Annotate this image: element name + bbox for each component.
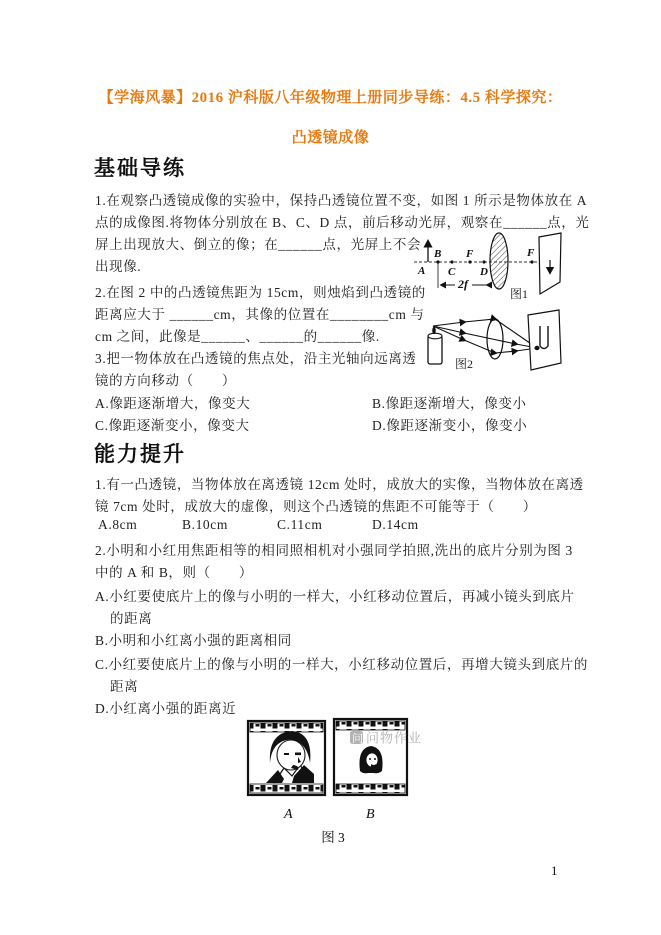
screen bbox=[528, 310, 561, 370]
convex-lens bbox=[490, 233, 508, 289]
figure2-imaging-diagram bbox=[412, 306, 582, 386]
basic-q3-option-a: A.像距逐渐增大，像变大 bbox=[95, 396, 251, 411]
adv-q1-option-b: B.10cm bbox=[182, 517, 228, 532]
sprocket-strip bbox=[336, 784, 405, 793]
adv-q1-line1: 1.有一凸透镜，当物体放在离透镜 12cm 处时，成放大的实像，当物体放在离透 bbox=[95, 477, 584, 492]
doc-title-line2: 凸透镜成像 bbox=[291, 130, 370, 146]
figure1-caption: 图1 bbox=[510, 287, 529, 301]
adv-q2-option-a-line2: 的距离 bbox=[110, 611, 153, 626]
adv-q1-option-c: C.11cm bbox=[277, 517, 323, 532]
figure2-caption: 图2 bbox=[455, 357, 474, 371]
figure3-film-negatives bbox=[240, 716, 425, 846]
film-frame-a bbox=[248, 721, 325, 795]
watermark-text: 问物作业 bbox=[366, 730, 423, 746]
image-flame bbox=[534, 346, 539, 350]
basic-q2-line3: cm 之间，此像是______、______的______像. bbox=[95, 329, 380, 344]
page-number: 1 bbox=[551, 863, 558, 878]
focal-point-right-label: F bbox=[527, 247, 535, 259]
adv-q2-option-b: B.小明和小红离小强的距离相同 bbox=[95, 633, 292, 648]
basic-q2-line1: 2.在图 2 中的凸透镜焦距为 15cm，则烛焰到凸透镜的 bbox=[95, 285, 426, 300]
adv-q2-option-d: D.小红离小强的距离近 bbox=[95, 701, 237, 716]
basic-q1-line4: 出现像. bbox=[95, 259, 142, 274]
basic-q1-line2: 点的成像图.将物体分别放在 B、C、D 点，前后移动光屏，观察在______点，光 bbox=[95, 215, 590, 230]
adv-q2-option-a-line1: A.小红要使底片上的像与小明的一样大，小红移动位置后，再减小镜头到底片 bbox=[95, 589, 575, 604]
adv-q2-line1: 2.小明和小红用焦距相等的相同照相机对小强同学拍照,洗出的底片分别为图 3 bbox=[95, 543, 573, 558]
sprocket-strip bbox=[250, 723, 323, 732]
basic-q2-line2: 距离应大于 ______cm，其像的位置在________cm 与 bbox=[95, 307, 425, 322]
basic-q1-line3: 屏上出现放大、倒立的像；在______点，光屏上不会 bbox=[95, 237, 422, 252]
section-heading-advanced: 能力提升 bbox=[94, 443, 186, 466]
two-f-label: 2f bbox=[458, 277, 468, 291]
section-heading-basic: 基础导练 bbox=[94, 157, 186, 180]
figure3-caption: 图 3 bbox=[321, 830, 345, 845]
adv-q1-option-a: A.8cm bbox=[98, 517, 138, 532]
point-d-label: D bbox=[480, 266, 488, 278]
point-a-label: A bbox=[418, 265, 426, 277]
figure1-lens-diagram bbox=[410, 228, 570, 306]
adv-q2-option-c-line1: C.小红要使底片上的像与小明的一样大，小红移动位置后，再增大镜头到底片的 bbox=[95, 657, 588, 672]
film-label-b: B bbox=[366, 807, 375, 822]
watermark bbox=[350, 731, 422, 746]
basic-q3-option-c: C.像距逐渐变小，像变大 bbox=[95, 418, 250, 433]
basic-q3-line1: 3.把一物体放在凸透镜的焦点处，沿主光轴向远离透 bbox=[95, 351, 417, 366]
basic-q1-line1: 1.在观察凸透镜成像的实验中，保持凸透镜位置不变，如图 1 所示是物体放在 A bbox=[95, 193, 588, 208]
candle bbox=[428, 326, 442, 364]
basic-q3-line2: 镜的方向移动（ ） bbox=[95, 373, 236, 388]
adv-q1-option-d: D.14cm bbox=[372, 517, 419, 532]
basic-q3-option-b: B.像距逐渐增大，像变小 bbox=[372, 396, 527, 411]
adv-q1-line2: 镜 7cm 处时，成放大的虚像，则这个凸透镜的焦距不可能等于（ ） bbox=[95, 499, 537, 514]
film-label-a: A bbox=[284, 807, 293, 822]
point-b-label: B bbox=[434, 248, 442, 260]
sprocket-strip bbox=[250, 784, 323, 793]
light-rays bbox=[433, 319, 537, 353]
sprocket-strip bbox=[336, 721, 405, 730]
basic-q3-option-d: D.像距逐渐变小，像变小 bbox=[372, 418, 528, 433]
adv-q2-line2: 中的 A 和 B，则（ ） bbox=[95, 565, 254, 580]
doc-title-line1: 【学海风暴】2016 沪科版八年级物理上册同步导练：4.5 科学探究： bbox=[98, 90, 563, 106]
adv-q2-option-c-line2: 距离 bbox=[110, 679, 139, 694]
film-frame-b bbox=[334, 719, 422, 795]
focal-point-left-label: F bbox=[466, 248, 474, 260]
watermark-logo: 问 bbox=[352, 733, 363, 745]
point-c-label: C bbox=[448, 266, 456, 278]
